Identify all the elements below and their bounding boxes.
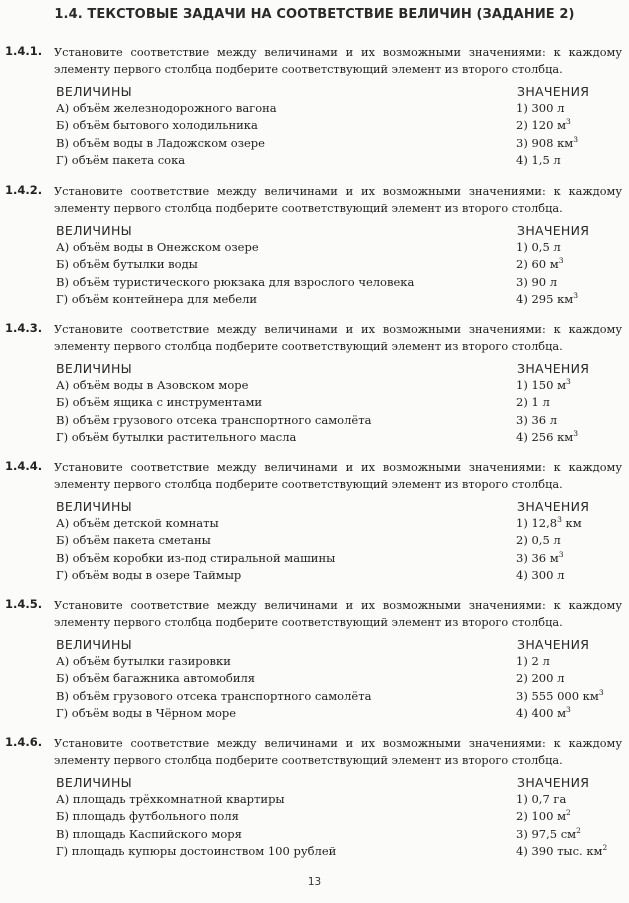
quantity-item (56, 516, 219, 530)
quantity-label: А) (56, 101, 70, 115)
value-label: 2) (516, 533, 528, 548)
match-row (0, 516, 629, 533)
value-label: 3) (516, 412, 528, 427)
quantities-header: ВЕЛИЧИНЫ (56, 775, 132, 790)
task-prompt: Установите соответствие между величинами и их возможными значениями: к каждому элементу первого столбца подберите соответствующий элемент из второго столбца. (54, 599, 622, 629)
value-text: 300 л (531, 567, 565, 582)
value-option (516, 568, 564, 582)
match-row (0, 844, 629, 861)
quantity-item (56, 395, 262, 409)
quantity-label: В) (56, 412, 69, 427)
value-text: 0,7 га (531, 792, 567, 806)
task-number: 1.4.5. (5, 597, 43, 611)
quantity-item (56, 671, 255, 685)
quantities-header: ВЕЛИЧИНЫ (56, 223, 132, 238)
page-title: 1.4. ТЕКСТОВЫЕ ЗАДАЧИ НА СООТВЕТСТВИЕ ВЕЛИЧИН (ЗАДАНИЕ 2) (54, 7, 575, 22)
quantity-item (56, 568, 241, 582)
value-text: 0,5 л (531, 533, 561, 548)
quantity-text: объём железнодорожного вагона (72, 101, 277, 115)
match-row (0, 809, 629, 826)
quantity-item (56, 136, 265, 150)
quantity-label: А) (56, 240, 70, 254)
value-text: 60 м (531, 257, 559, 272)
quantity-item (56, 844, 336, 858)
value-exponent: 3 (566, 377, 571, 386)
match-row (0, 101, 629, 118)
match-row (0, 792, 629, 809)
value-exponent: 3 (573, 134, 578, 144)
match-row (0, 430, 629, 447)
value-text: 200 л (531, 671, 565, 686)
values-header: ЗНАЧЕНИЯ (517, 775, 590, 790)
match-row (0, 706, 629, 723)
value-option (516, 275, 557, 289)
values-header: ЗНАЧЕНИЯ (517, 84, 590, 99)
value-option (516, 551, 563, 565)
quantity-text: объём грузового отсека транспортного самолёта (72, 688, 372, 703)
task-prompt: Установите соответствие между величинами и их возможными значениями: к каждому элементу первого столбца подберите соответствующий элемент из второго столбца. (54, 737, 622, 767)
value-text: 90 л (531, 274, 558, 289)
quantity-label: Б) (56, 118, 69, 133)
value-text: 150 м (531, 378, 567, 392)
quantity-text: объём пакета сметаны (72, 533, 211, 548)
value-label: 1) (516, 240, 528, 254)
quantity-label: Б) (56, 809, 69, 824)
value-option (516, 292, 578, 306)
quantity-text: объём воды в Азовском море (72, 378, 249, 392)
value-option (516, 706, 571, 720)
value-text: 36 м (531, 550, 559, 565)
quantity-text: площадь Каспийского моря (72, 826, 242, 841)
value-text: 1 л (531, 395, 550, 410)
value-label: 4) (516, 705, 528, 720)
value-exponent: 3 (573, 428, 578, 438)
quantity-text: объём коробки из-под стиральной машины (72, 550, 336, 565)
match-row (0, 413, 629, 430)
value-text: 908 км (531, 135, 574, 150)
quantity-item (56, 118, 258, 132)
quantity-label: Г) (56, 429, 69, 444)
quantity-item (56, 275, 414, 289)
value-label: 3) (516, 550, 528, 565)
match-row (0, 395, 629, 412)
value-label: 2) (516, 395, 528, 410)
value-label: 2) (516, 257, 528, 272)
quantity-text: объём туристического рюкзака для взрослого человека (72, 274, 415, 289)
value-option (516, 430, 578, 444)
value-option (516, 689, 604, 703)
quantity-label: А) (56, 792, 70, 806)
quantity-text: объём воды в Онежском озере (72, 240, 259, 254)
quantity-label: А) (56, 654, 70, 668)
value-exponent: 3 (557, 515, 562, 524)
quantity-text: объём ящика с инструментами (72, 395, 263, 410)
value-text: 100 м (531, 809, 567, 824)
quantity-text: объём воды в озере Таймыр (71, 567, 242, 582)
quantity-label: В) (56, 826, 69, 841)
match-row (0, 689, 629, 706)
value-exponent: 3 (566, 117, 571, 127)
match-row (0, 118, 629, 135)
value-exponent: 3 (573, 290, 578, 300)
value-label: 1) (516, 378, 528, 392)
value-option (516, 153, 561, 167)
value-text: 295 км (531, 291, 574, 306)
value-option (516, 395, 550, 409)
value-label: 3) (516, 688, 528, 703)
quantity-item (56, 413, 371, 427)
values-header: ЗНАЧЕНИЯ (517, 361, 590, 376)
quantity-label: Г) (56, 152, 69, 167)
quantity-item (56, 240, 259, 254)
quantity-item (56, 706, 236, 720)
quantity-label: Г) (56, 843, 69, 858)
value-text: 256 км (531, 429, 574, 444)
quantity-item (56, 257, 198, 271)
quantity-label: Б) (56, 257, 69, 272)
quantity-text: объём детской комнаты (72, 516, 219, 530)
quantities-header: ВЕЛИЧИНЫ (56, 499, 132, 514)
match-row (0, 240, 629, 257)
quantity-label: А) (56, 378, 70, 392)
task-number: 1.4.1. (5, 44, 43, 58)
quantity-text: площадь трёхкомнатной квартиры (72, 792, 285, 806)
value-exponent: 3 (558, 549, 564, 559)
value-label: 2) (516, 809, 528, 824)
value-exponent: 2 (566, 808, 571, 818)
quantity-label: В) (56, 274, 69, 289)
quantity-text: объём бытового холодильника (72, 118, 258, 133)
quantity-item (56, 378, 248, 392)
task-number: 1.4.4. (5, 459, 43, 473)
match-row (0, 136, 629, 153)
task-number: 1.4.6. (5, 735, 43, 749)
value-label: 3) (516, 135, 528, 150)
quantity-text: объём бутылки воды (72, 257, 198, 272)
quantities-header: ВЕЛИЧИНЫ (56, 637, 132, 652)
values-header: ЗНАЧЕНИЯ (517, 637, 590, 652)
quantity-item (56, 292, 257, 306)
quantity-item (56, 101, 277, 115)
value-text: 400 м (531, 705, 567, 720)
value-exponent: 3 (566, 704, 571, 714)
task-number: 1.4.3. (5, 321, 43, 335)
value-text: 0,5 л (531, 240, 561, 254)
value-text: 97,5 см (531, 826, 577, 841)
value-text: 300 л (531, 101, 565, 115)
match-row (0, 275, 629, 292)
value-label: 2) (516, 671, 528, 686)
value-option (516, 533, 561, 547)
value-label: 1) (516, 101, 528, 115)
quantity-label: А) (56, 516, 70, 530)
value-label: 1) (516, 654, 528, 668)
quantity-text: площадь футбольного поля (72, 809, 239, 824)
value-option (516, 809, 571, 823)
value-exponent: 3 (558, 256, 564, 266)
value-exponent: 2 (602, 842, 608, 852)
match-row (0, 153, 629, 170)
task-prompt: Установите соответствие между величинами и их возможными значениями: к каждому элементу первого столбца подберите соответствующий элемент из второго столбца. (54, 46, 622, 76)
value-option (516, 413, 557, 427)
value-option (516, 516, 582, 530)
value-option (516, 378, 571, 392)
quantity-item (56, 153, 185, 167)
quantities-header: ВЕЛИЧИНЫ (56, 84, 132, 99)
value-text: 1,5 л (531, 152, 561, 167)
match-row (0, 654, 629, 671)
match-row (0, 551, 629, 568)
value-option (516, 257, 563, 271)
match-row (0, 568, 629, 585)
value-label: 4) (516, 429, 528, 444)
quantity-text: объём воды в Чёрном море (71, 705, 237, 720)
match-row (0, 257, 629, 274)
value-text: 555 000 км (531, 688, 599, 703)
value-option (516, 136, 578, 150)
task-number: 1.4.2. (5, 183, 43, 197)
value-option (516, 101, 564, 115)
quantity-item (56, 809, 239, 823)
value-exponent: 2 (576, 825, 581, 835)
value-label: 3) (516, 826, 528, 841)
quantity-label: Б) (56, 395, 69, 410)
match-row (0, 671, 629, 688)
quantity-item (56, 689, 371, 703)
value-label: 4) (516, 567, 528, 582)
quantity-item (56, 430, 296, 444)
value-exponent: 3 (598, 687, 604, 697)
quantity-text: объём бутылки газировки (72, 654, 231, 668)
quantity-item (56, 827, 242, 841)
page-number: 13 (307, 876, 322, 888)
quantity-item (56, 654, 231, 668)
quantity-text: площадь купюры достоинством 100 рублей (71, 843, 337, 858)
match-row (0, 533, 629, 550)
quantity-label: Б) (56, 671, 69, 686)
quantity-label: Г) (56, 567, 69, 582)
value-label: 3) (516, 274, 528, 289)
value-label: 4) (516, 843, 528, 858)
quantity-text: объём воды в Ладожском озере (72, 135, 265, 150)
value-label: 4) (516, 152, 528, 167)
value-option (516, 844, 607, 858)
task-prompt: Установите соответствие между величинами и их возможными значениями: к каждому элементу первого столбца подберите соответствующий элемент из второго столбца. (54, 323, 622, 353)
value-label: 1) (516, 792, 528, 806)
quantity-label: Г) (56, 705, 69, 720)
quantity-text: объём контейнера для мебели (71, 291, 258, 306)
value-text: 390 тыс. км (531, 843, 603, 858)
match-row (0, 827, 629, 844)
match-row (0, 378, 629, 395)
quantity-label: В) (56, 688, 69, 703)
quantity-item (56, 551, 335, 565)
match-row (0, 292, 629, 309)
quantity-text: объём пакета сока (71, 152, 186, 167)
value-text: 12,8 (531, 516, 558, 530)
quantity-text: объём багажника автомобиля (72, 671, 256, 686)
value-option (516, 792, 566, 806)
value-text: 2 л (531, 654, 550, 668)
quantity-item (56, 792, 285, 806)
quantity-label: Г) (56, 291, 69, 306)
quantity-label: В) (56, 550, 69, 565)
quantity-label: Б) (56, 533, 69, 548)
value-label: 1) (516, 516, 528, 530)
value-option (516, 827, 581, 841)
value-label: 4) (516, 291, 528, 306)
task-prompt: Установите соответствие между величинами и их возможными значениями: к каждому элементу первого столбца подберите соответствующий элемент из второго столбца. (54, 461, 622, 491)
value-option (516, 654, 550, 668)
quantity-text: объём грузового отсека транспортного самолёта (72, 412, 372, 427)
task-prompt: Установите соответствие между величинами и их возможными значениями: к каждому элементу первого столбца подберите соответствующий элемент из второго столбца. (54, 185, 622, 215)
quantity-item (56, 533, 211, 547)
quantities-header: ВЕЛИЧИНЫ (56, 361, 132, 376)
value-option (516, 671, 564, 685)
values-header: ЗНАЧЕНИЯ (517, 223, 590, 238)
value-unit: км (561, 516, 582, 530)
values-header: ЗНАЧЕНИЯ (517, 499, 590, 514)
value-option (516, 240, 561, 254)
quantity-label: В) (56, 135, 69, 150)
value-text: 120 м (531, 118, 567, 133)
value-label: 2) (516, 118, 528, 133)
value-option (516, 118, 571, 132)
value-text: 36 л (531, 412, 558, 427)
quantity-text: объём бутылки растительного масла (71, 429, 297, 444)
